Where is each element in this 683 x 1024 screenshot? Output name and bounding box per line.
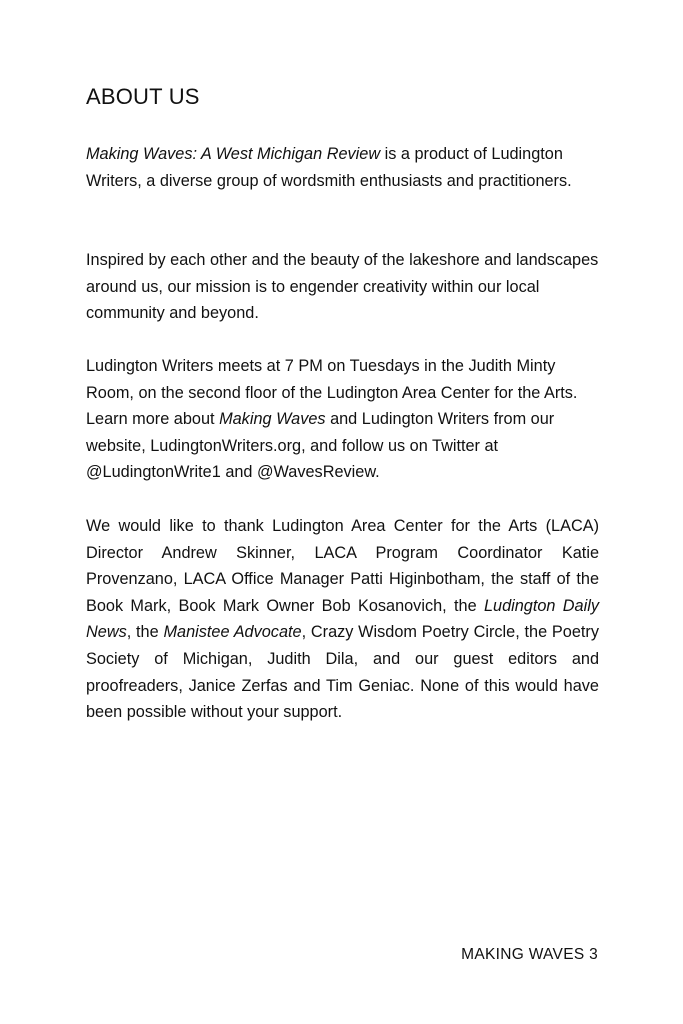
review-title-italic: Making Waves: A West Michigan Review — [86, 145, 381, 163]
ludington-daily-news-italic: Ludington Daily News — [86, 596, 599, 642]
thanks-text-c: , Crazy Wisdom Poetry Circle, the Poetry Society of Michigan, Judith Dila, and our guest editors and proofreaders, Janice Zerfas and Tim Geniac. None of this would have been possible without your support. — [86, 623, 599, 722]
meeting-text-a: Ludington Writers meets at 7 PM on Tuesdays in the Judith Minty Room, on the second floor of the Ludington Area Center for the Arts. Learn more about — [86, 357, 578, 429]
meeting-text-b: and Ludington Writers from our website, LudingtonWriters.org, and follow us on Twitter at @LudingtonWrite1 and @WavesReview. — [86, 410, 555, 482]
thanks-text-a: We would like to thank Ludington Area Center for the Arts (LACA) Director Andrew Skinner, LACA Program Coordinator Katie Provenzano, LACA Office Manager Patti Higinbotham, the staff of the Book Mark, Book Mark Owner Bob Kosanovich, the — [86, 517, 599, 615]
making-waves-italic: Making Waves — [219, 410, 326, 429]
page-footer: MAKING WAVES 3 — [461, 946, 598, 963]
manistee-advocate-italic: Manistee Advocate — [163, 623, 302, 642]
intro-paragraph — [86, 141, 599, 194]
acknowledgements-paragraph — [86, 513, 599, 726]
thanks-text-b: , the — [126, 623, 164, 642]
meeting-info-paragraph — [86, 353, 599, 486]
page-heading: ABOUT US — [86, 84, 200, 109]
mission-paragraph: Inspired by each other and the beauty of the lakeshore and landscapes around us, our mission is to engender creativity within our local community and beyond. — [86, 251, 599, 323]
intro-text: is a product of Ludington Writers, a diverse group of wordsmith enthusiasts and practitioners. — [86, 145, 572, 190]
